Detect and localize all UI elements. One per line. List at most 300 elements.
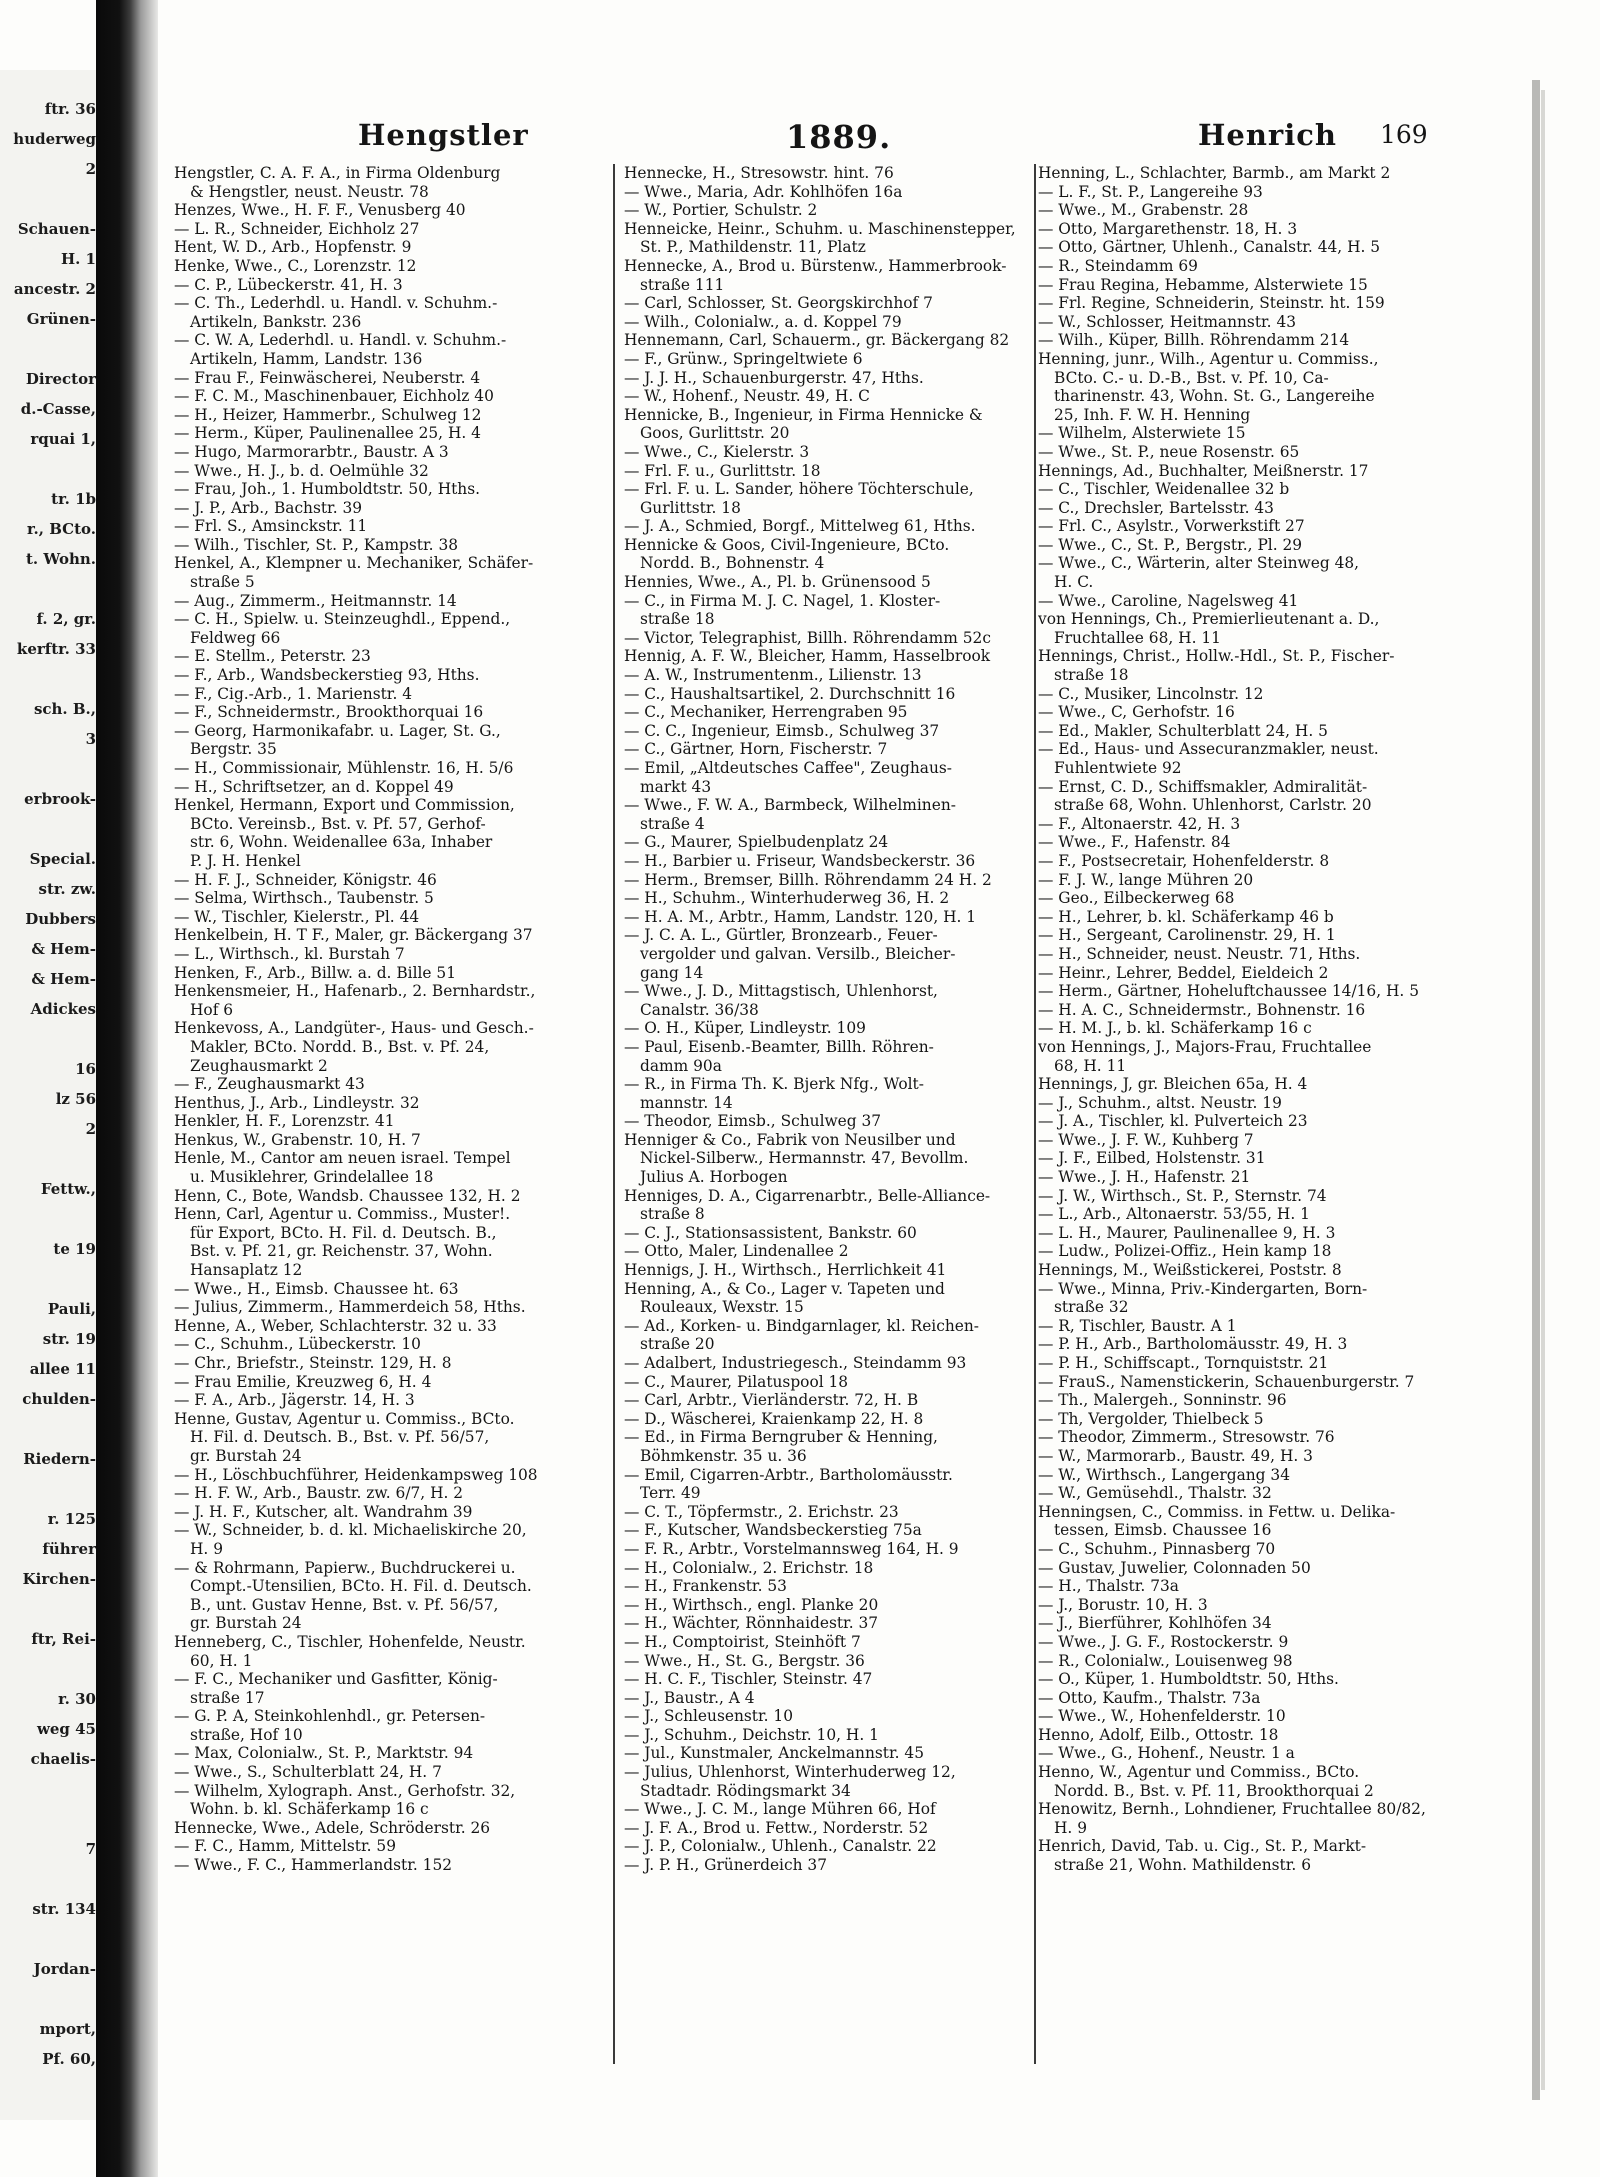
left-page-fragment [0,70,100,2120]
directory-entry: — H., Wächter, Rönnhaidestr. 37 [624,1614,879,1633]
directory-entry: — Otto, Margarethenstr. 18, H. 3 [1038,219,1298,238]
directory-entry: H. 9 [1054,1818,1087,1837]
directory-entry: — C., Schuhm., Lübeckerstr. 10 [174,1335,421,1354]
directory-entry: — C., Musiker, Lincolnstr. 12 [1038,684,1264,703]
directory-entry: Henkevoss, A., Landgüter-, Haus- und Gesch.- [174,1019,534,1038]
left-page-text: Special. [29,850,96,868]
directory-entry: — J., Borustr. 10, H. 3 [1038,1595,1208,1614]
directory-entry: — Wwe., F., Hafenstr. 84 [1038,833,1231,852]
directory-entry: Henn, Carl, Agentur u. Commiss., Muster!. [174,1205,511,1224]
directory-entry: — C., in Firma M. J. C. Nagel, 1. Kloster- [624,591,941,610]
directory-entry: straße 21, Wohn. Mathildenstr. 6 [1054,1856,1311,1875]
directory-entry: — L. H., Maurer, Paulinenallee 9, H. 3 [1038,1223,1336,1242]
directory-entry: — Wwe., W., Hohenfelderstr. 10 [1038,1707,1286,1726]
directory-entry: straße 111 [640,275,725,294]
directory-entry: straße 20 [640,1335,715,1354]
directory-entry: — F., Grünw., Springeltwiete 6 [624,349,863,368]
directory-entry: für Export, BCto. H. Fil. d. Deutsch. B., [190,1223,497,1242]
directory-entry: — Wwe., S., Schulterblatt 24, H. 7 [174,1763,442,1782]
directory-entry: Hengstler, C. A. F. A., in Firma Oldenburg [174,164,501,182]
directory-entry: Henkel, Hermann, Export und Commission, [174,796,515,815]
directory-entry: Hennies, Wwe., A., Pl. b. Grünensood 5 [624,573,931,592]
directory-entry: — Ludw., Polizei-Offiz., Hein kamp 18 [1038,1242,1332,1261]
directory-entry: — Herm., Gärtner, Hoheluftchaussee 14/16, H. 5 [1038,982,1420,1001]
directory-entry: — J. P. H., Grünerdeich 37 [624,1856,827,1875]
directory-entry: Gurlittstr. 18 [640,498,741,517]
directory-entry: Canalstr. 36/38 [640,1000,759,1019]
directory-entry: — H., Sergeant, Carolinenstr. 29, H. 1 [1038,926,1336,945]
directory-entry: Henno, Adolf, Eilb., Ottostr. 18 [1038,1725,1279,1744]
directory-entry: — Wwe., Caroline, Nagelsweg 41 [1038,591,1299,610]
left-page-text: Grünen- [26,310,96,328]
directory-entry: — L., Arb., Altonaerstr. 53/55, H. 1 [1038,1205,1310,1224]
directory-entry: — Frau Regina, Hebamme, Alsterwiete 15 [1038,275,1368,294]
directory-entry: — Wilhelm, Alsterwiete 15 [1038,424,1246,443]
directory-entry: — Hugo, Marmorarbtr., Baustr. A 3 [174,442,449,461]
directory-entry: BCto. C.- u. D.-B., Bst. v. Pf. 10, Ca- [1054,368,1329,387]
directory-entry: — Georg, Harmonikafabr. u. Lager, St. G., [174,721,501,740]
directory-entry: tessen, Eimsb. Chaussee 16 [1054,1521,1272,1540]
directory-entry: — J. F. A., Brod u. Fettw., Norderstr. 52 [624,1818,929,1837]
directory-entry: Henning, L., Schlachter, Barmb., am Markt 2 [1038,164,1391,182]
directory-column-2 [624,164,1057,2074]
directory-entry: Zeughausmarkt 2 [190,1056,328,1075]
directory-entry: — H. A. C., Schneidermstr., Bohnenstr. 16 [1038,1000,1366,1019]
directory-entry: Henken, F., Arb., Billw. a. d. Bille 51 [174,963,456,982]
directory-entry: — J. H. F., Kutscher, alt. Wandrahm 39 [174,1502,473,1521]
directory-entry: — Wwe., J. F. W., Kuhberg 7 [1038,1130,1254,1149]
directory-entry: Henthus, J., Arb., Lindleystr. 32 [174,1093,420,1112]
directory-entry: — Carl, Schlosser, St. Georgskirchhof 7 [624,294,933,313]
directory-entry: Bergstr. 35 [190,740,277,759]
left-page-text: allee 11 [29,1360,96,1378]
directory-entry: — Wwe., Minna, Priv.-Kindergarten, Born- [1038,1279,1368,1298]
directory-entry: mannstr. 14 [640,1093,733,1112]
directory-entry: straße 18 [640,610,715,629]
directory-entry: straße 4 [640,814,705,833]
directory-entry: — P. H., Schiffscapt., Tornquiststr. 21 [1038,1354,1329,1372]
directory-entry: — Otto, Gärtner, Uhlenh., Canalstr. 44, H. 5 [1038,238,1381,257]
directory-entry: damm 90a [640,1056,722,1075]
directory-entry: — D., Wäscherei, Kraienkamp 22, H. 8 [624,1409,924,1428]
directory-entry: — Theodor, Zimmerm., Stresowstr. 76 [1038,1428,1335,1447]
directory-entry: — Herm., Bremser, Billh. Röhrendamm 24 H. 2 [624,870,992,889]
directory-entry: Hof 6 [190,1000,234,1019]
directory-entry: straße 32 [1054,1298,1129,1317]
directory-entry: Wohn. b. kl. Schäferkamp 16 c [190,1800,429,1819]
directory-entry: — C., Mechaniker, Herrengraben 95 [624,703,908,722]
directory-entry: — C. H., Spielw. u. Steinzeughdl., Eppend., [174,610,511,629]
directory-entry: St. P., Mathildenstr. 11, Platz [640,238,866,257]
directory-entry: 68, H. 11 [1054,1056,1127,1075]
directory-entry: — Emil, Cigarren-Arbtr., Bartholomäusstr. [624,1465,953,1484]
directory-entry: — Julius, Zimmerm., Hammerdeich 58, Hths. [174,1298,526,1317]
directory-entry: — Selma, Wirthsch., Taubenstr. 5 [174,889,434,908]
directory-entry: Henzes, Wwe., H. F. F., Venusberg 40 [174,201,466,220]
directory-entry: — J. A., Schmied, Borgf., Mittelweg 61, Hths. [624,517,976,536]
directory-entry: von Hennings, J., Majors-Frau, Fruchtallee [1038,1037,1372,1056]
directory-entry: Stadtadr. Rödingsmarkt 34 [640,1781,851,1800]
directory-entry: — H., Frankenstr. 53 [624,1577,787,1596]
directory-entry: — Wwe., C., Kielerstr. 3 [624,442,810,461]
left-page-text: Kirchen- [22,1570,96,1588]
directory-entry: — Wwe., J. D., Mittagstisch, Uhlenhorst, [624,982,938,1001]
directory-entry: — Ed., Haus- und Assecuranzmakler, neust. [1038,740,1379,759]
left-page-text: te 19 [53,1240,96,1258]
directory-entry: — Ed., Makler, Schulterblatt 24, H. 5 [1038,721,1328,740]
left-page-text: 2 [85,160,96,178]
directory-entry: Hennings, M., Weißstickerei, Poststr. 8 [1038,1261,1342,1280]
directory-entry: — Theodor, Eimsb., Schulweg 37 [624,1112,882,1131]
left-page-text: d.-Casse, [20,400,96,418]
directory-entry: markt 43 [640,777,712,796]
directory-entry: Henniges, D. A., Cigarrenarbtr., Belle-Alliance- [624,1186,991,1205]
directory-entry: P. J. H. Henkel [190,851,301,870]
directory-entry: — Herm., Küper, Paulinenallee 25, H. 4 [174,424,481,443]
directory-entry: straße 5 [190,573,255,592]
directory-entry: — F., Zeughausmarkt 43 [174,1075,365,1094]
directory-entry: — Wwe., F. W. A., Barmbeck, Wilhelminen- [624,796,956,815]
directory-entry: — H. F. J., Schneider, Königstr. 46 [174,870,437,889]
directory-entry: — J., Schuhm., altst. Neustr. 19 [1038,1093,1282,1112]
directory-entry: — Th, Vergolder, Thielbeck 5 [1038,1409,1264,1428]
directory-entry: — Ed., in Firma Berngruber & Henning, [624,1428,938,1447]
head-first-name: Hengstler [358,118,529,152]
directory-entry: Henkus, W., Grabenstr. 10, H. 7 [174,1130,421,1149]
directory-entry: Henneberg, C., Tischler, Hohenfelde, Neustr. [174,1632,526,1651]
left-page-text: ftr. 36 [44,100,96,118]
page-number: 169 [1380,120,1428,149]
directory-entry: — J. P., Arb., Bachstr. 39 [174,498,363,517]
directory-entry: Henne, A., Weber, Schlachterstr. 32 u. 33 [174,1316,497,1335]
directory-entry: — Gustav, Juwelier, Colonnaden 50 [1038,1558,1311,1577]
page-edge [1532,80,1540,2100]
directory-entry: — Geo., Eilbeckerweg 68 [1038,889,1235,908]
directory-entry: Nordd. B., Bst. v. Pf. 11, Brookthorquai 2 [1054,1781,1374,1800]
left-page-text: rquai 1, [30,430,96,448]
directory-entry: — Frl. F. u. L. Sander, höhere Töchterschule, [624,480,974,499]
head-year: 1889. [786,118,892,156]
directory-entry: — & Rohrmann, Papierw., Buchdruckerei u. [174,1558,516,1577]
directory-entry: — O. H., Küper, Lindleystr. 109 [624,1019,866,1038]
directory-entry: Hennecke, Wwe., Adele, Schröderstr. 26 [174,1818,491,1837]
directory-entry: — Frau F., Feinwäscherei, Neuberstr. 4 [174,368,481,387]
directory-entry: — J. A., Tischler, kl. Pulverteich 23 [1038,1112,1308,1131]
column-rule [613,164,615,2064]
directory-entry: — H., Barbier u. Friseur, Wandsbeckerstr. 36 [624,851,976,870]
directory-entry: — Ernst, C. D., Schiffsmakler, Admiralität- [1038,777,1368,796]
directory-entry: — H., Schneider, neust. Neustr. 71, Hths. [1038,944,1361,963]
directory-entry: — W., Gemüsehdl., Thalstr. 32 [1038,1484,1272,1503]
book-spine [96,0,158,2177]
directory-entry: Henning, A., & Co., Lager v. Tapeten und [624,1279,945,1298]
directory-entry: Artikeln, Bankstr. 236 [190,312,362,331]
left-page-text: 2 [85,1120,96,1138]
directory-entry: BCto. Vereinsb., Bst. v. Pf. 57, Gerhof- [190,814,486,833]
directory-entry: von Hennings, Ch., Premierlieutenant a. D., [1038,610,1380,629]
directory-entry: Henkensmeier, H., Hafenarb., 2. Bernhardstr., [174,982,536,1001]
directory-entry: Henno, W., Agentur und Commiss., BCto. [1038,1763,1360,1782]
directory-entry: — Wwe., H., Eimsb. Chaussee ht. 63 [174,1279,459,1298]
left-page-text: Pauli, [47,1300,96,1318]
left-page-text: sch. B., [33,700,96,718]
directory-entry: — G. P. A, Steinkohlenhdl., gr. Petersen- [174,1707,486,1726]
directory-entry: Fuhlentwiete 92 [1054,759,1182,777]
directory-entry: — F. C., Hamm, Mittelstr. 59 [174,1837,397,1856]
left-page-text: f. 2, gr. [36,610,96,628]
left-page-text: ancestr. 2 [13,280,96,298]
directory-entry: — H., Heizer, Hammerbr., Schulweg 12 [174,405,482,424]
directory-entry: — L., Wirthsch., kl. Burstah 7 [174,944,405,963]
directory-entry: Henniger & Co., Fabrik von Neusilber und [624,1130,956,1149]
directory-entry: Goos, Gurlittstr. 20 [640,424,790,443]
directory-entry: — Jul., Kunstmaler, Anckelmannstr. 45 [624,1744,924,1763]
directory-entry: — W., Schneider, b. d. kl. Michaeliskirche 20, [174,1521,527,1540]
left-page-text: str. zw. [38,880,96,898]
directory-entry: Henowitz, Bernh., Lohndiener, Fruchtallee 80/82, [1038,1800,1426,1819]
running-head [158,106,1528,158]
directory-entry: vergolder und galvan. Versilb., Bleicher- [640,944,956,963]
directory-entry: Henne, Gustav, Agentur u. Commiss., BCto. [174,1409,515,1428]
directory-entry: Hennig, A. F. W., Bleicher, Hamm, Hasselbrook [624,647,991,666]
directory-entry: B., unt. Gustav Henne, Bst. v. Pf. 56/57, [190,1595,499,1614]
directory-entry: — F. R., Arbtr., Vorstelmannsweg 164, H. 9 [624,1539,959,1558]
directory-entry: — H., Colonialw., 2. Erichstr. 18 [624,1558,874,1577]
left-page-text: t. Wohn. [25,550,96,568]
left-page-text: kerftr. 33 [16,640,96,658]
directory-entry: — Frau, Joh., 1. Humboldtstr. 50, Hths. [174,480,481,499]
directory-entry: — Wilh., Tischler, St. P., Kampstr. 38 [174,535,459,554]
directory-entry: — H. F. W., Arb., Baustr. zw. 6/7, H. 2 [174,1484,464,1503]
directory-entry: gr. Burstah 24 [190,1614,302,1633]
directory-column-3 [1038,164,1508,2074]
directory-entry: — Otto, Maler, Lindenallee 2 [624,1242,849,1261]
directory-entry: straße 18 [1054,666,1129,685]
directory-entry: — Victor, Telegraphist, Billh. Röhrendamm 52c [624,628,991,647]
directory-entry: — R., Colonialw., Louisenweg 98 [1038,1651,1293,1670]
directory-entry: — C. P., Lübeckerstr. 41, H. 3 [174,275,403,294]
directory-entry: Henrich, David, Tab. u. Cig., St. P., Markt- [1038,1837,1367,1856]
directory-entry: — F., Schneidermstr., Brookthorquai 16 [174,703,484,722]
directory-entry: — W., Tischler, Kielerstr., Pl. 44 [174,907,420,926]
directory-entry: — Wwe., F. C., Hammerlandstr. 152 [174,1856,453,1875]
directory-entry: — C., Schuhm., Pinnasberg 70 [1038,1539,1276,1558]
directory-entry: — Wwe., J. C. M., lange Mühren 66, Hof [624,1800,936,1819]
directory-entry: — C. T., Töpfermstr., 2. Erichstr. 23 [624,1502,899,1521]
directory-entry: — H. A. M., Arbtr., Hamm, Landstr. 120, H. 1 [624,907,977,926]
directory-entry: straße, Hof 10 [190,1725,303,1744]
directory-entry: — H., Schuhm., Winterhuderweg 36, H. 2 [624,889,950,908]
left-page-text: führer [42,1540,96,1558]
directory-entry: — Carl, Arbtr., Vierländerstr. 72, H. B [624,1391,919,1410]
directory-entry: — Wwe., J. H., Hafenstr. 21 [1038,1168,1251,1187]
directory-entry: Feldweg 66 [190,628,281,647]
directory-entry: — Wilh., Küper, Billh. Röhrendamm 214 [1038,331,1350,350]
directory-entry: — Wwe., C., Wärterin, alter Steinweg 48, [1038,554,1360,573]
directory-entry: straße 17 [190,1688,265,1707]
directory-entry: & Hengstler, neust. Neustr. 78 [190,182,429,201]
directory-entry: H. Fil. d. Deutsch. B., Bst. v. Pf. 56/57, [190,1428,490,1447]
directory-entry: — H., Löschbuchführer, Heidenkampsweg 108 [174,1465,538,1484]
directory-entry: — Otto, Kaufm., Thalstr. 73a [1038,1688,1261,1707]
directory-entry: Henle, M., Cantor am neuen israel. Tempel [174,1149,511,1168]
directory-entry: — Wilhelm, Xylograph. Anst., Gerhofstr. 32, [174,1781,516,1800]
directory-entry: 60, H. 1 [190,1651,253,1670]
directory-entry: — C., Gärtner, Horn, Fischerstr. 7 [624,740,888,759]
directory-entry: — C. C., Ingenieur, Eimsb., Schulweg 37 [624,721,940,740]
left-page-text: chaelis- [30,1750,96,1768]
directory-entry: — W., Wirthsch., Langergang 34 [1038,1465,1291,1484]
directory-entry: — J., Bierführer, Kohlhöfen 34 [1038,1614,1272,1633]
left-page-text: weg 45 [36,1720,96,1738]
directory-entry: — F. C., Mechaniker und Gasfitter, König- [174,1670,498,1689]
directory-entry: Terr. 49 [640,1484,701,1503]
directory-entry: — H., Thalstr. 73a [1038,1577,1179,1596]
directory-entry: H. C. [1054,573,1094,592]
directory-entry: — H., Lehrer, b. kl. Schäferkamp 46 b [1038,907,1334,926]
directory-entry: — F., Cig.-Arb., 1. Marienstr. 4 [174,684,413,703]
directory-entry: — W., Portier, Schulstr. 2 [624,201,818,220]
left-page-text: Dubbers [25,910,96,928]
directory-entry: — J. F., Eilbed, Holstenstr. 31 [1038,1149,1266,1168]
directory-entry: u. Musiklehrer, Grindelallee 18 [190,1168,434,1187]
directory-entry: — W., Marmorarb., Baustr. 49, H. 3 [1038,1446,1313,1465]
directory-entry: — J. J. H., Schauenburgerstr. 47, Hths. [624,368,924,387]
directory-entry: 25, Inh. F. W. H. Henning [1054,405,1251,424]
directory-entry: Fruchtallee 68, H. 11 [1054,628,1221,647]
directory-entry: — C. W. A, Lederhdl. u. Handl. v. Schuhm.- [174,331,507,350]
directory-entry: — W., Hohenf., Neustr. 49, H. C [624,387,870,406]
directory-entry: Hennicke, B., Ingenieur, in Firma Hennicke & [624,405,983,424]
directory-entry: — Max, Colonialw., St. P., Marktstr. 94 [174,1744,474,1763]
directory-entry: — H., Commissionair, Mühlenstr. 16, H. 5/6 [174,759,514,777]
left-page-text: Jordan- [33,1960,96,1978]
directory-entry: — Frl. Regine, Schneiderin, Steinstr. ht. 159 [1038,294,1385,313]
directory-entry: Henke, Wwe., C., Lorenzstr. 12 [174,256,417,275]
left-page-text: & Hem- [31,940,96,958]
left-page-text: erbrook- [24,790,96,808]
directory-entry: — Wwe., C, Gerhofstr. 16 [1038,703,1235,722]
directory-entry: — Frau Emilie, Kreuzweg 6, H. 4 [174,1372,432,1391]
directory-page [158,106,1528,2096]
directory-entry: Artikeln, Hamm, Landstr. 136 [190,349,423,368]
directory-entry: — H. C. F., Tischler, Steinstr. 47 [624,1670,873,1689]
directory-entry: — Paul, Eisenb.-Beamter, Billh. Röhren- [624,1037,934,1056]
directory-entry: str. 6, Wohn. Weidenallee 63a, Inhaber [190,833,493,852]
directory-entry: — J. C. A. L., Gürtler, Bronzearb., Feuer- [624,926,938,945]
directory-entry: Henning, junr., Wilh., Agentur u. Commiss., [1038,349,1379,368]
directory-entry: — A. W., Instrumentenm., Lilienstr. 13 [624,666,922,685]
directory-entry: — J. P., Colonialw., Uhlenh., Canalstr. 22 [624,1837,937,1856]
directory-entry: Julius A. Horbogen [640,1168,788,1187]
directory-entry: — C., Tischler, Weidenallee 32 b [1038,480,1290,499]
directory-entry: tharinenstr. 43, Wohn. St. G., Langereihe [1054,387,1375,406]
directory-entry: Nordd. B., Bohnenstr. 4 [640,554,825,573]
directory-entry: Hennecke, H., Stresowstr. hint. 76 [624,164,894,182]
directory-entry: — L. F., St. P., Langereihe 93 [1038,182,1263,201]
left-page-text: chulden- [22,1390,96,1408]
directory-entry: Hennings, Christ., Hollw.-Hdl., St. P., Fischer- [1038,647,1395,666]
directory-entry: — Wilh., Colonialw., a. d. Koppel 79 [624,312,902,331]
directory-entry: Hennigs, J. H., Wirthsch., Herrlichkeit 41 [624,1261,947,1280]
directory-entry: — J., Schuhm., Deichstr. 10, H. 1 [624,1725,879,1744]
directory-entry: — Wwe., H. J., b. d. Oelmühle 32 [174,461,429,480]
directory-entry: — C., Haushaltsartikel, 2. Durchschnitt 16 [624,684,956,703]
directory-entry: Henn, C., Bote, Wandsb. Chaussee 132, H. 2 [174,1186,521,1205]
left-page-text: & Hem- [31,970,96,988]
directory-entry: — Wwe., G., Hohenf., Neustr. 1 a [1038,1744,1295,1763]
directory-entry: — F. J. W., lange Mühren 20 [1038,870,1254,889]
directory-entry: — O., Küper, 1. Humboldtstr. 50, Hths. [1038,1670,1339,1689]
directory-entry: Henkler, H. F., Lorenzstr. 41 [174,1112,395,1131]
left-page-text: tr. 1b [51,490,96,508]
directory-entry: — R, Tischler, Baustr. A 1 [1038,1316,1237,1335]
directory-entry: Hennings, Ad., Buchhalter, Meißnerstr. 17 [1038,461,1369,480]
directory-entry: Hent, W. D., Arb., Hopfenstr. 9 [174,238,412,257]
directory-entry: — F. C. M., Maschinenbauer, Eichholz 40 [174,387,494,406]
directory-entry: — H., Wirthsch., engl. Planke 20 [624,1595,879,1614]
left-page-text: 16 [75,1060,96,1078]
directory-entry: — Th., Malergeh., Sonninstr. 96 [1038,1391,1287,1410]
directory-entry: — C. J., Stationsassistent, Bankstr. 60 [624,1223,917,1242]
directory-entry: — J., Baustr., A 4 [624,1688,755,1707]
directory-entry: Hennecke, A., Brod u. Bürstenw., Hammerbrook- [624,256,1007,275]
directory-entry: — H., Schriftsetzer, an d. Koppel 49 [174,777,454,796]
left-page-text: str. 19 [42,1330,96,1348]
directory-entry: — R., in Firma Th. K. Bjerk Nfg., Wolt- [624,1075,924,1094]
head-last-name: Henrich [1198,118,1337,152]
directory-entry: H. 9 [190,1539,223,1558]
directory-entry: straße 8 [640,1205,705,1224]
left-page-text: r. 30 [58,1690,96,1708]
directory-entry: straße 68, Wohn. Uhlenhorst, Carlstr. 20 [1054,796,1372,815]
directory-column-1 [174,164,607,2074]
left-page-text: 3 [85,730,96,748]
directory-entry: Hennings, J, gr. Bleichen 65a, H. 4 [1038,1075,1308,1094]
directory-entry: — Wwe., H., St. G., Bergstr. 36 [624,1651,865,1670]
directory-entry: — J. W., Wirthsch., St. P., Sternstr. 74 [1038,1186,1327,1205]
left-page-text: Fettw., [40,1180,96,1198]
directory-entry: Böhmkenstr. 35 u. 36 [640,1446,807,1465]
directory-entry: — H. M. J., b. kl. Schäferkamp 16 c [1038,1019,1312,1038]
directory-entry: — Frl. C., Asylstr., Vorwerkstift 27 [1038,517,1305,536]
directory-entry: Compt.-Utensilien, BCto. H. Fil. d. Deutsch. [190,1577,532,1596]
directory-entry: — R., Steindamm 69 [1038,256,1198,275]
directory-entry: — L. R., Schneider, Eichholz 27 [174,219,420,238]
left-page-text: lz 56 [55,1090,96,1108]
directory-entry: — F. A., Arb., Jägerstr. 14, H. 3 [174,1391,415,1410]
directory-entry: — Wwe., M., Grabenstr. 28 [1038,201,1249,220]
directory-entry: Henneicke, Heinr., Schuhm. u. Maschinenstepper, [624,219,1016,238]
directory-entry: Henkelbein, H. T F., Maler, gr. Bäckergang 37 [174,926,533,945]
left-page-text: r. 125 [47,1510,96,1528]
directory-entry: — E. Stellm., Peterstr. 23 [174,647,371,666]
left-page-text: Adickes [30,1000,96,1018]
left-page-text: Pf. 60, [42,2050,96,2068]
left-page-text: Schauen- [17,220,96,238]
directory-entry: — J., Schleusenstr. 10 [624,1707,793,1726]
left-page-text: 7 [85,1840,96,1858]
left-page-text: mport, [39,2020,96,2038]
directory-entry: Hennicke & Goos, Civil-Ingenieure, BCto. [624,535,950,554]
left-page-text: str. 134 [32,1900,96,1918]
directory-entry: gang 14 [640,963,704,982]
directory-entry: — F., Altonaerstr. 42, H. 3 [1038,814,1241,833]
directory-entry: — Adalbert, Industriegesch., Steindamm 93 [624,1354,967,1372]
directory-entry: — C., Drechsler, Bartelsstr. 43 [1038,498,1274,517]
page-edge-inner [1541,90,1545,2090]
directory-entry: — Wwe., St. P., neue Rosenstr. 65 [1038,442,1300,461]
